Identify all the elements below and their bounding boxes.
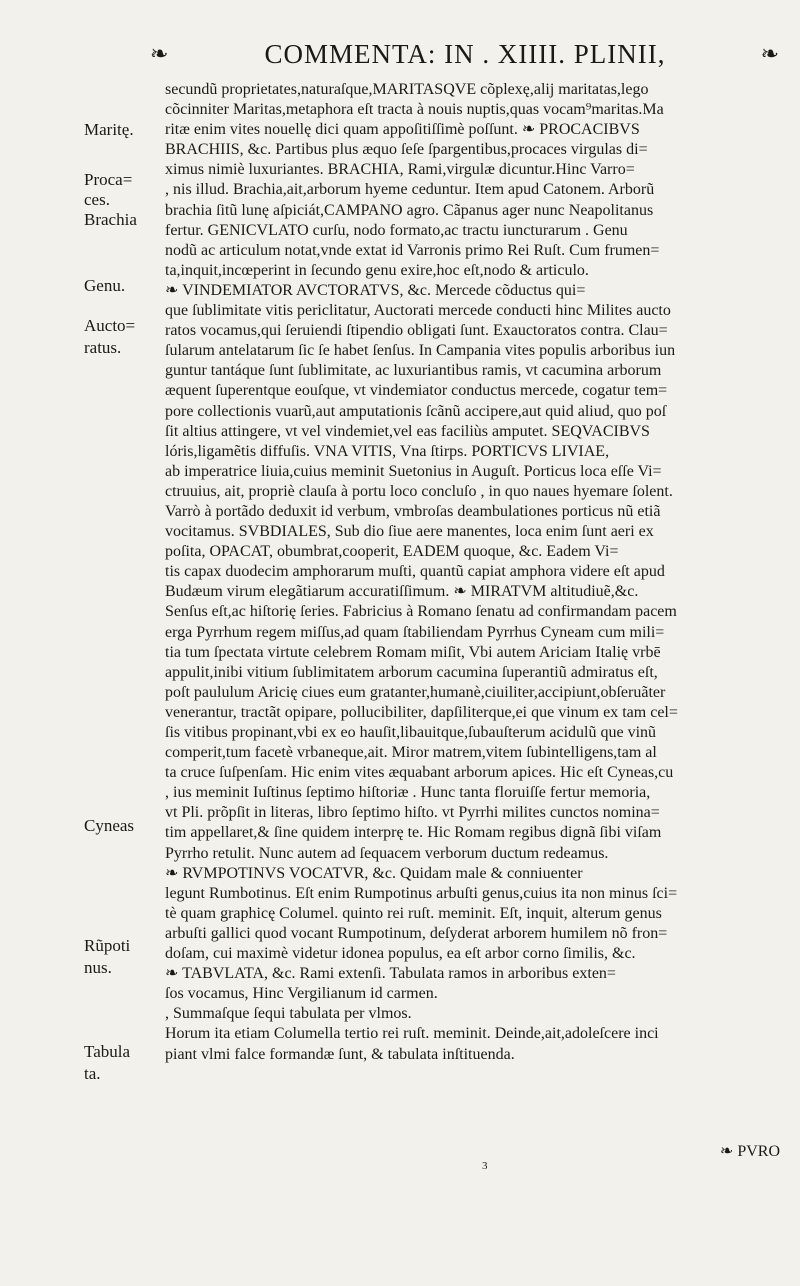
- text-line: Varrò à portãdo deduxit id verbum, vmbroſas deambulationes porticus nũ etiã: [165, 502, 661, 520]
- text-line: Budæum virum elegãtiarum accuratiſſimum. ❧ MIRATVM altitudiuẽ,&c.: [165, 583, 639, 601]
- text-line: tis capax duodecim amphorarum muſti, quantũ capiat amphora videre eſt apud: [165, 563, 665, 581]
- text-line: tia tum ſpectata virtute celebrem Romam miſit, Vbi autem Ariciam Italię vrbē: [165, 643, 661, 661]
- text-line: guntur tantáque ſunt ſublimitate, ac luxuriantibus ramis, vt cacumina arborum: [165, 362, 662, 380]
- text-line: , nis illud. Brachia,ait,arborum hyeme ceduntur. Item apud Catonem. Arborũ: [165, 181, 655, 199]
- text-line: ximus nimiè luxuriantes. BRACHIA, Rami,virgulæ dicuntur.Hinc Varro=: [165, 161, 635, 179]
- text-line: Pyrrho retulit. Nunc autem ad ſequacem verborum ductum redeamus.: [165, 844, 609, 862]
- text-line: fertur. GENICVLATO curſu, nodo formato,ac tractu iuncturarum . Genu: [165, 221, 628, 239]
- text-line: poſita, OPACAT, obumbrat,cooperit, EADEM quoque, &c. Eadem Vi=: [165, 543, 619, 561]
- text-line: arbuſti gallici quod vocant Rumpotinum, deſyderat arborem humilem nõ fron=: [165, 924, 668, 942]
- running-title: COMMENTA: IN . XIIII. PLINII,: [264, 38, 666, 69]
- text-line: ab imperatrice liuia,cuius meminit Suetonius in Auguſt. Porticus loca eſſe Vi=: [165, 462, 662, 480]
- text-line: doſam, cui maximè videtur idonea populus, ea eſt arbor corno ſimilis, &c.: [165, 945, 636, 963]
- text-line: venerantur, tractãt opipare, pollucibiliter, dapſiliterque,ei que vinum ex tam cel=: [165, 703, 678, 721]
- text-line: æquent ſuperentque eouſque, vt vindemiator conductus mercede, cogatur tem=: [165, 382, 668, 400]
- text-line: poſt paululum Aricię ciues eum gratanter,humanè,ciuiliter,accipiunt,obſeruãter: [165, 683, 666, 701]
- text-line: tè quam graphicę Columel. quinto rei ruſt. meminit. Eſt, inquit, alterum genus: [165, 904, 662, 922]
- text-line: ta,inquit,incœperint in ſecundo genu exire,hoc eſt,nodo & articulo.: [165, 261, 589, 279]
- margin-note: Brachia: [84, 210, 137, 229]
- margin-note: Genu.: [84, 276, 126, 295]
- margin-note: Maritę.: [84, 120, 134, 139]
- margin-note: Rũpoti: [84, 936, 131, 955]
- margin-note: Tabula: [84, 1042, 131, 1061]
- text-line: BRACHIIS, &c. Partibus plus æquo ſeſe ſpargentibus,procaces virgulas di=: [165, 141, 648, 159]
- text-line: ta cruce ſuſpenſam. Hic enim vites æquabant arborum apices. Hic eſt Cyneas,cu: [165, 764, 674, 782]
- text-line: ❧ RVMPOTINVS VOCATVR, &c. Quidam male & conniuenter: [165, 864, 583, 882]
- text-line: ſos vocamus, Hinc Vergilianum id carmen.: [165, 985, 438, 1003]
- text-line: brachia ſitũ lunę aſpiciát,CAMPANO agro. Cãpanus ager nunc Neapolitanus: [165, 201, 654, 219]
- text-line: erga Pyrrhum regem miſſus,ad quam ſtabiliendam Pyrrhus Cyneam cum mili=: [165, 623, 665, 641]
- text-line: lóris,ligamẽtis diffuſis. VNA VITIS, Vna ſtirps. PORTICVS LIVIAE,: [165, 442, 610, 460]
- text-line: cõcinniter Maritas,metaphora eſt tracta à nouis nuptis,quas vocam⁹maritas.Ma: [165, 101, 664, 119]
- fleuron-ornament-left: ❧: [150, 41, 170, 66]
- margin-note: ces.: [84, 190, 110, 209]
- text-line: vocitamus. SVBDIALES, Sub dio ſiue aere manentes, loca enim ſunt aeri ex: [165, 523, 654, 541]
- text-line: legunt Rumbotinus. Eſt enim Rumpotinus arbuſti genus,cuius ita non minus ſci=: [165, 884, 678, 902]
- catchword: ❧ PVRO: [719, 1143, 780, 1160]
- text-line: pore collectionis vuarũ,aut amputationis ſcãnũ accipere,aut quid aliud, quo poſ: [165, 402, 667, 420]
- text-line: ſit altius attingere, vt vel vindemiet,vel eas faciliùs amputet. SEQVACIBVS: [165, 422, 650, 440]
- text-line: nodũ ac articulum notat,vnde extat id Varronis primo Rei Ruſt. Cum frumen=: [165, 241, 660, 259]
- running-header: [150, 36, 780, 72]
- text-line: vt Pli. prõpſit in literas, libro ſeptimo hiſto. vt Pyrrhi milites cunctos nomina=: [165, 804, 660, 822]
- text-line: ſularum antelatarum ſic ſe habet ſenſus. In Campania vites populis arboribus iun: [165, 342, 676, 360]
- fleuron-ornament-right: ❧: [760, 41, 780, 66]
- text-line: secundũ proprietates,naturaſque,MARITASQVE cõplexę,alij maritatas,lego: [165, 81, 649, 98]
- text-line: ſis vitibus propinant,vbi ex eo hauſit,libauitque,ſubauſterum acidulũ que vinũ: [165, 724, 657, 741]
- signature-mark: 3: [482, 1160, 488, 1172]
- margin-note: Cyneas: [84, 816, 135, 835]
- margin-note: Proca=: [84, 170, 133, 189]
- text-line: ratos vocamus,qui ſeruiendi ſtipendio obligati ſunt. Exauctoratos contra. Clau=: [165, 322, 668, 340]
- text-line: que ſublimitate vitis periclitatur, Auctorati mercede conducti hinc Milites aucto: [165, 302, 671, 320]
- text-line: , Summaſque ſequi tabulata per vlmos.: [165, 1005, 412, 1023]
- main-text-block: [165, 80, 770, 1065]
- margin-note: ta.: [84, 1064, 101, 1083]
- margin-note: nus.: [84, 958, 112, 977]
- text-line: ritæ enim vites nouellę dici quam appoſitiſſimè poſſunt. ❧ PROCACIBVS: [165, 121, 640, 139]
- text-line: ctruuius, ait, propriè clauſa à portu loco concluſo , in quo naues hyemare ſolent.: [165, 482, 673, 500]
- text-line: piant vlmi falce formandæ ſunt, & tabulata inſtituenda.: [165, 1045, 515, 1063]
- text-line: Senſus eſt,ac hiſtorię ſeries. Fabricius à Romano ſenatu ad confirmandam pacem: [165, 603, 677, 621]
- text-line: tim appellaret,& ſine quidem interprę te. Hic Romam regibus dignã ſibi viſam: [165, 824, 662, 842]
- text-line: ❧ VINDEMIATOR AVCTORATVS, &c. Mercede cõductus qui=: [165, 281, 586, 299]
- text-line: appulit,inibi vitium ſublimitatem arborum cacumina ſuperantiũ admiratus eſt,: [165, 663, 658, 681]
- text-line: comperit,tum facetè vrbaneque,ait. Miror matrem,vitem ſubintelligens,tam al: [165, 744, 657, 762]
- text-line: , ius meminit Iuſtinus ſeptimo hiſtoriæ . Hunc tanta floruiſſe fertur memoria,: [165, 784, 651, 802]
- margin-note: Aucto=: [84, 316, 136, 335]
- margin-note: ratus.: [84, 338, 122, 357]
- text-line: ❧ TABVLATA, &c. Rami extenſi. Tabulata ramos in arboribus exten=: [165, 965, 616, 983]
- text-line: Horum ita etiam Columella tertio rei ruſt. meminit. Deinde,ait,adoleſcere inci: [165, 1025, 659, 1043]
